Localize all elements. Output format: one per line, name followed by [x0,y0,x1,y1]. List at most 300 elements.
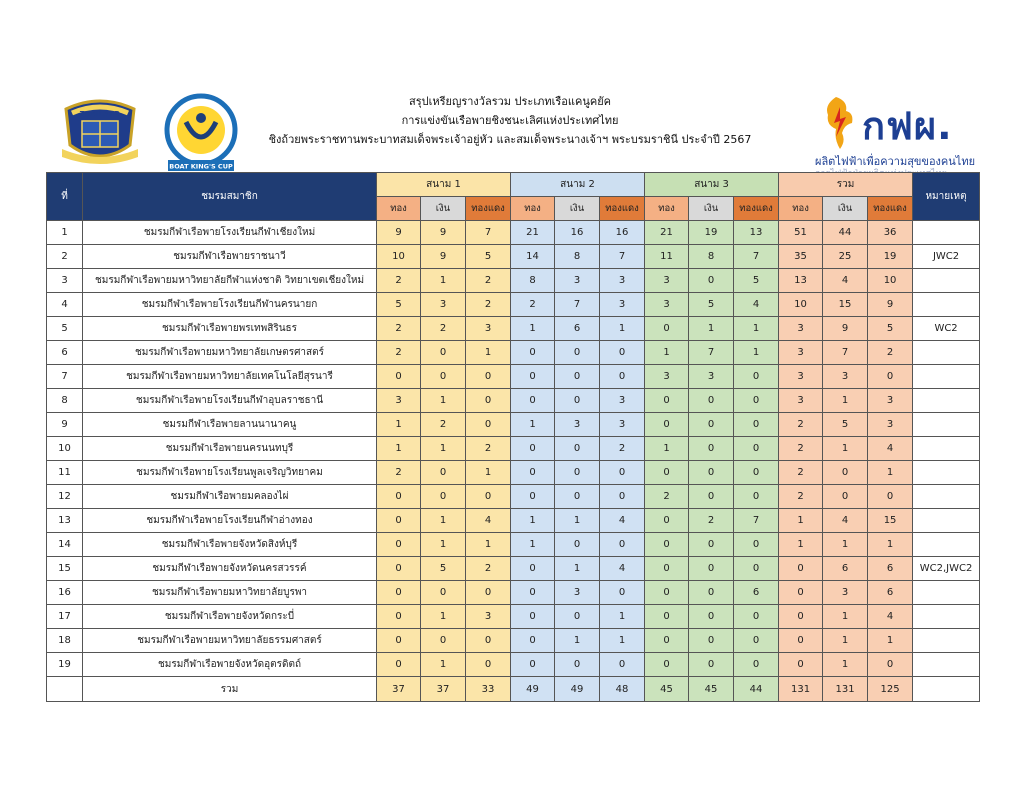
medal-count: 7 [555,293,600,317]
medal-count: 5 [421,557,466,581]
medal-count: 0 [734,389,779,413]
emblem-label: THAILAND [79,110,121,118]
medal-count: 4 [868,437,913,461]
medal-count: 5 [823,413,868,437]
medal-count: 21 [511,221,555,245]
medal-count: 7 [689,341,734,365]
medal-count: 3 [779,389,823,413]
medal-header-silver: เงิน [689,197,734,221]
medal-count: 0 [734,557,779,581]
medal-count: 1 [600,629,645,653]
medal-count: 0 [645,317,689,341]
medal-count: 7 [600,245,645,269]
total-count: 49 [511,677,555,702]
row-number: 16 [47,581,83,605]
medal-count: 0 [377,557,421,581]
medal-count: 0 [555,389,600,413]
medal-count: 0 [555,605,600,629]
col-header-note: หมายเหตุ [913,173,980,221]
medal-count: 8 [511,269,555,293]
medal-count: 1 [511,509,555,533]
medal-count: 2 [466,293,511,317]
club-name: ชมรมกีฬาเรือพายโรงเรียนกีฬาอ่างทอง [83,509,377,533]
medal-count: 5 [466,245,511,269]
row-note: WC2,JWC2 [913,557,980,581]
row-note [913,269,980,293]
medal-count: 10 [779,293,823,317]
medal-count: 0 [600,653,645,677]
medal-count: 0 [689,557,734,581]
medal-count: 0 [600,485,645,509]
medal-count: 9 [421,245,466,269]
medal-count: 3 [645,365,689,389]
medal-count: 9 [868,293,913,317]
medal-count: 3 [555,269,600,293]
medal-count: 3 [779,365,823,389]
medal-header-bronze: ทองแดง [868,197,913,221]
medal-count: 0 [689,413,734,437]
medal-count: 1 [421,653,466,677]
medal-count: 16 [600,221,645,245]
medal-count: 1 [377,413,421,437]
medal-count: 1 [823,653,868,677]
medal-count: 4 [600,557,645,581]
row-note [913,485,980,509]
row-note: WC2 [913,317,980,341]
table-row [47,557,980,581]
medal-count: 0 [466,485,511,509]
medal-count: 0 [421,461,466,485]
club-name: ชมรมกีฬาเรือพายมคลองไผ่ [83,485,377,509]
medal-count: 0 [555,653,600,677]
medal-count: 0 [377,605,421,629]
row-note [913,365,980,389]
club-name: ชมรมกีฬาเรือพายโรงเรียนกีฬาเชียงใหม่ [83,221,377,245]
row-note: JWC2 [913,245,980,269]
medal-count: 6 [868,557,913,581]
medal-header-silver: เงิน [823,197,868,221]
medal-count: 1 [823,437,868,461]
row-number: 2 [47,245,83,269]
medal-count: 51 [779,221,823,245]
medal-count: 3 [645,293,689,317]
medal-count: 2 [868,341,913,365]
medal-count: 0 [555,437,600,461]
table-row [47,533,980,557]
medal-count: 1 [689,317,734,341]
medal-count: 0 [823,461,868,485]
medal-header-gold: ทอง [511,197,555,221]
medal-count: 3 [779,341,823,365]
medal-count: 1 [734,317,779,341]
medal-count: 0 [511,653,555,677]
medal-count: 0 [377,653,421,677]
medal-count: 1 [466,533,511,557]
medal-count: 10 [868,269,913,293]
medal-count: 6 [734,581,779,605]
title-line-2: การแข่งขันเรือพายชิงชนะเลิศแห่งประเทศไทย [401,114,619,127]
medal-count: 1 [823,605,868,629]
total-count: 44 [734,677,779,702]
table-row [47,629,980,653]
medal-count: 0 [511,605,555,629]
totals-label: รวม [83,677,377,702]
total-count: 125 [868,677,913,702]
thailand-map-icon [818,95,862,151]
medal-count: 8 [555,245,600,269]
row-number: 1 [47,221,83,245]
medal-count: 1 [466,461,511,485]
medal-count: 2 [466,269,511,293]
medal-count: 5 [868,317,913,341]
medal-count: 0 [823,485,868,509]
medal-count: 0 [868,653,913,677]
medal-count: 0 [511,485,555,509]
medal-count: 3 [555,581,600,605]
medal-count: 5 [377,293,421,317]
table-row [47,461,980,485]
row-note [913,581,980,605]
medal-header-gold: ทอง [779,197,823,221]
logo-caption: BOAT KING'S CUP [169,162,233,171]
row-note [913,389,980,413]
row-note [913,341,980,365]
col-group-field-3: สนาม 3 [645,173,779,197]
club-name: ชมรมกีฬาเรือพายลานนานาคนู [83,413,377,437]
row-number: 14 [47,533,83,557]
club-name: ชมรมกีฬาเรือพายจังหวัดสิงห์บุรี [83,533,377,557]
medal-count: 2 [779,437,823,461]
medal-count: 0 [779,581,823,605]
medal-header-bronze: ทองแดง [600,197,645,221]
medal-count: 0 [466,413,511,437]
row-number: 10 [47,437,83,461]
medal-count: 7 [734,245,779,269]
medal-count: 0 [421,365,466,389]
total-count: 48 [600,677,645,702]
table-row [47,341,980,365]
medal-header-bronze: ทองแดง [734,197,779,221]
medal-count: 2 [645,485,689,509]
boat-kings-cup-logo [160,92,242,172]
medal-table [46,172,980,702]
page-header [0,0,1024,172]
medal-count: 1 [511,533,555,557]
medal-count: 0 [511,389,555,413]
medal-count: 3 [377,389,421,413]
medal-count: 0 [600,581,645,605]
row-note [913,413,980,437]
medal-count: 1 [421,533,466,557]
col-header-no: ที่ [47,173,83,221]
medal-count: 0 [689,629,734,653]
medal-count: 1 [868,629,913,653]
club-name: ชมรมกีฬาเรือพายจังหวัดกระบี่ [83,605,377,629]
title-line-3: ชิงถ้วยพระราชทานพระบาทสมเด็จพระเจ้าอยู่หัว และสมเด็จพระนางเจ้าฯ พระบรมราชินี ประจำปี 2567 [268,133,752,146]
club-name: ชมรมกีฬาเรือพายพรเทพสิรินธร [83,317,377,341]
total-count: 33 [466,677,511,702]
col-group-field-1: สนาม 1 [377,173,511,197]
medal-count: 0 [645,605,689,629]
medal-count: 0 [600,533,645,557]
table-row [47,293,980,317]
medal-count: 0 [734,605,779,629]
medal-count: 0 [421,629,466,653]
medal-count: 0 [466,653,511,677]
medal-count: 7 [466,221,511,245]
medal-count: 5 [734,269,779,293]
table-row [47,365,980,389]
club-name: ชมรมกีฬาเรือพายราชนาวี [83,245,377,269]
total-count: 37 [377,677,421,702]
medal-count: 1 [511,317,555,341]
medal-count: 1 [823,389,868,413]
medal-count: 3 [823,581,868,605]
club-name: ชมรมกีฬาเรือพายมหาวิทยาลัยธรรมศาสตร์ [83,629,377,653]
totals-row [47,677,980,702]
medal-count: 0 [377,629,421,653]
medal-count: 9 [377,221,421,245]
row-note [913,629,980,653]
col-group-total: รวม [779,173,913,197]
medal-count: 0 [555,485,600,509]
medal-count: 3 [555,413,600,437]
medal-count: 0 [645,629,689,653]
table-row [47,389,980,413]
medal-count: 2 [377,269,421,293]
medal-count: 3 [600,389,645,413]
medal-header-silver: เงิน [421,197,466,221]
medal-count: 3 [645,269,689,293]
medal-count: 0 [734,485,779,509]
medal-count: 3 [868,413,913,437]
medal-count: 2 [421,413,466,437]
medal-count: 2 [421,317,466,341]
col-group-field-2: สนาม 2 [511,173,645,197]
medal-count: 0 [600,461,645,485]
medal-header-gold: ทอง [645,197,689,221]
totals-blank [47,677,83,702]
egat-logo-text: กฟผ. [862,104,953,148]
medal-count: 1 [511,413,555,437]
medal-count: 0 [868,485,913,509]
row-number: 18 [47,629,83,653]
medal-count: 3 [466,605,511,629]
club-name: ชมรมกีฬาเรือพายโรงเรียนกีฬานครนายก [83,293,377,317]
medal-count: 16 [555,221,600,245]
medal-count: 3 [421,293,466,317]
row-number: 11 [47,461,83,485]
medal-count: 1 [645,437,689,461]
medal-count: 0 [600,341,645,365]
table-row [47,485,980,509]
total-count: 45 [689,677,734,702]
row-number: 3 [47,269,83,293]
medal-count: 1 [779,509,823,533]
club-name: ชมรมกีฬาเรือพายโรงเรียนพูลเจริญวิทยาคม [83,461,377,485]
medal-count: 0 [421,485,466,509]
medal-count: 44 [823,221,868,245]
medal-count: 14 [511,245,555,269]
club-name: ชมรมกีฬาเรือพายโรงเรียนกีฬาอุบลราชธานี [83,389,377,413]
medal-count: 0 [645,413,689,437]
col-header-club: ชมรมสมาชิก [83,173,377,221]
medal-count: 0 [645,509,689,533]
medal-count: 19 [689,221,734,245]
medal-count: 0 [511,365,555,389]
medal-count: 15 [823,293,868,317]
club-name: ชมรมกีฬาเรือพายมหาวิทยาลัยกีฬาแห่งชาติ วิทยาเขตเชียงใหม่ [83,269,377,293]
medal-count: 1 [421,509,466,533]
club-name: ชมรมกีฬาเรือพายนครนนทบุรี [83,437,377,461]
row-number: 15 [47,557,83,581]
table-row [47,437,980,461]
medal-count: 3 [600,269,645,293]
medal-count: 0 [734,461,779,485]
club-name: ชมรมกีฬาเรือพายจังหวัดอุตรดิตถ์ [83,653,377,677]
medal-count: 21 [645,221,689,245]
medal-count: 0 [645,557,689,581]
medal-count: 9 [421,221,466,245]
row-note [913,653,980,677]
medal-count: 0 [511,629,555,653]
title-line-1: สรุปเหรียญรางวัลรวม ประเภทเรือแคนูคยัค [408,95,611,108]
medal-count: 0 [377,365,421,389]
medal-count: 0 [555,365,600,389]
row-note [913,437,980,461]
medal-count: 0 [689,269,734,293]
medal-count: 1 [466,341,511,365]
medal-count: 9 [823,317,868,341]
medal-count: 1 [555,629,600,653]
medal-count: 3 [689,365,734,389]
medal-count: 2 [600,437,645,461]
medal-count: 0 [377,485,421,509]
medal-count: 1 [555,509,600,533]
medal-count: 0 [511,341,555,365]
medal-count: 0 [689,485,734,509]
medal-count: 2 [377,317,421,341]
medal-count: 0 [645,533,689,557]
medal-count: 10 [377,245,421,269]
row-number: 6 [47,341,83,365]
medal-count: 0 [645,389,689,413]
document-titles [250,92,770,149]
medal-count: 2 [466,557,511,581]
medal-count: 25 [823,245,868,269]
medal-count: 2 [511,293,555,317]
medal-count: 0 [377,509,421,533]
medal-count: 1 [421,605,466,629]
club-name: ชมรมกีฬาเรือพายจังหวัดนครสวรรค์ [83,557,377,581]
medal-count: 4 [734,293,779,317]
medal-count: 3 [823,365,868,389]
table-row [47,509,980,533]
medal-count: 0 [466,581,511,605]
medal-count: 0 [734,365,779,389]
medal-count: 0 [734,653,779,677]
medal-count: 0 [466,389,511,413]
table-row [47,653,980,677]
medal-header-bronze: ทองแดง [466,197,511,221]
medal-count: 0 [377,533,421,557]
medal-count: 0 [689,437,734,461]
medal-count: 2 [779,413,823,437]
medal-count: 1 [421,437,466,461]
medal-count: 3 [779,317,823,341]
medal-count: 15 [868,509,913,533]
medal-count: 2 [779,461,823,485]
medal-count: 0 [555,461,600,485]
medal-count: 1 [823,629,868,653]
medal-count: 8 [689,245,734,269]
medal-count: 0 [734,533,779,557]
medal-count: 3 [466,317,511,341]
medal-count: 1 [868,533,913,557]
medal-count: 0 [466,629,511,653]
medal-count: 0 [511,437,555,461]
medal-count: 1 [823,533,868,557]
medal-header-silver: เงิน [555,197,600,221]
medal-count: 1 [600,605,645,629]
row-number: 9 [47,413,83,437]
medal-count: 0 [779,557,823,581]
medal-count: 0 [868,365,913,389]
row-note [913,509,980,533]
table-row [47,605,980,629]
medal-header-gold: ทอง [377,197,421,221]
medal-count: 36 [868,221,913,245]
medal-count: 0 [555,341,600,365]
medal-count: 0 [689,533,734,557]
table-row [47,221,980,245]
medal-count: 0 [511,581,555,605]
medal-count: 2 [689,509,734,533]
total-count: 49 [555,677,600,702]
rowing-association-emblem [58,95,142,167]
row-number: 4 [47,293,83,317]
medal-count: 4 [600,509,645,533]
row-number: 17 [47,605,83,629]
medal-count: 0 [779,653,823,677]
row-note [913,605,980,629]
medal-count: 1 [734,341,779,365]
row-number: 12 [47,485,83,509]
medal-count: 0 [421,581,466,605]
egat-slogan: ผลิตไฟฟ้าเพื่อความสุขของคนไทย [815,155,976,168]
table-row [47,245,980,269]
total-count: 131 [823,677,868,702]
medal-count: 1 [600,317,645,341]
medal-count: 4 [466,509,511,533]
medal-count: 0 [645,581,689,605]
medal-count: 1 [555,557,600,581]
medal-count: 0 [377,581,421,605]
medal-count: 7 [734,509,779,533]
total-count: 45 [645,677,689,702]
medal-count: 6 [868,581,913,605]
medal-count: 2 [466,437,511,461]
row-number: 19 [47,653,83,677]
row-number: 7 [47,365,83,389]
club-name: ชมรมกีฬาเรือพายมหาวิทยาลัยบูรพา [83,581,377,605]
medal-count: 0 [511,461,555,485]
medal-count: 0 [734,437,779,461]
medal-count: 1 [645,341,689,365]
table-row [47,269,980,293]
club-name: ชมรมกีฬาเรือพายมหาวิทยาลัยเทคโนโลยีสุรนารี [83,365,377,389]
row-number: 5 [47,317,83,341]
